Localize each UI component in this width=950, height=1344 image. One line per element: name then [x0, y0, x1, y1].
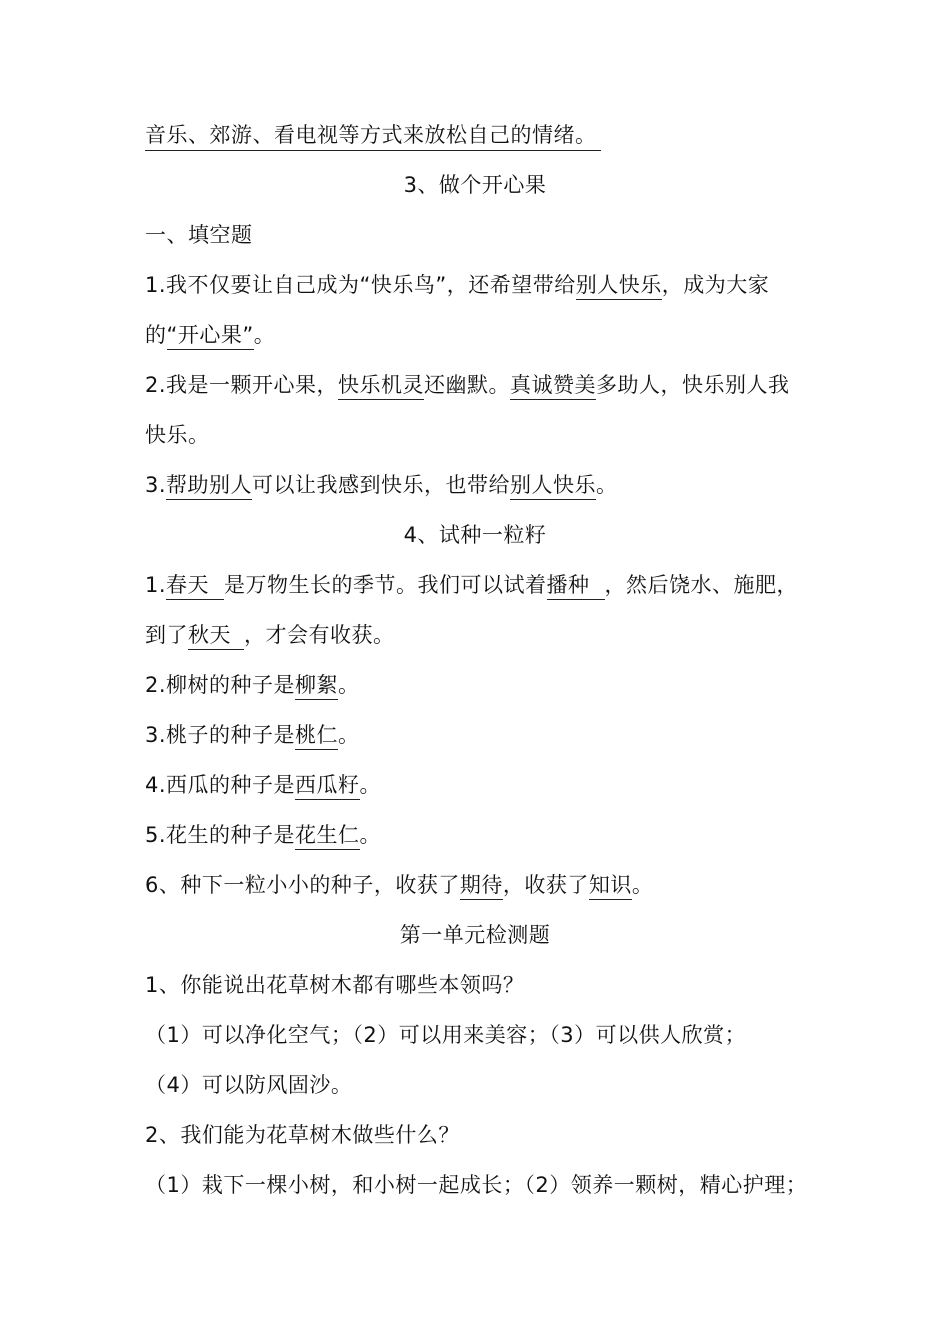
answer-blank: “开心果” [167, 322, 254, 350]
question-text: 的 [145, 323, 167, 347]
text-line [145, 120, 601, 151]
seed-question-3 [145, 720, 360, 750]
question-1-line-1 [145, 270, 769, 300]
question-text: 到了 [145, 623, 188, 647]
question-text: 。 [631, 873, 654, 897]
question-text: 。 [338, 723, 360, 747]
section-heading: 4、试种一粒籽 [403, 523, 547, 547]
answer-blank: 花生仁 [295, 822, 360, 850]
question-text: ，成为大家 [661, 273, 770, 297]
answer-blank: 桃仁 [295, 722, 338, 750]
test-answer-2-line-1: （1）栽下一棵小树，和小树一起成长；（2）领养一颗树，精心护理； [145, 1173, 808, 1197]
question-text: 2.我是一颗开心果， [145, 373, 339, 397]
section-heading: 第一单元检测题 [399, 923, 551, 947]
question-text: 4.西瓜的种子是 [145, 773, 296, 797]
seed-question-4 [145, 770, 381, 800]
subsection-heading: 一、填空题 [145, 223, 253, 247]
answer-blank: 别人快乐 [510, 472, 596, 500]
answer-blank: 柳絮 [295, 672, 338, 700]
answer-blank: 别人快乐 [576, 272, 662, 300]
question-text: ，才会有收获。 [244, 623, 395, 647]
question-text: 是万物生长的季节。我们可以试着 [224, 573, 547, 597]
question-text: 1.我不仅要让自己成为“快乐鸟”，还希望带给 [145, 273, 576, 297]
seed-question-2 [145, 670, 360, 700]
seed-question-5 [145, 820, 381, 850]
question-text: 。 [596, 473, 618, 497]
question-text: 还幽默。 [424, 373, 511, 397]
question-text: ，然后饶水、施肥， [604, 573, 799, 597]
answer-blank: 秋天 [188, 622, 244, 650]
question-text: 。 [359, 773, 382, 797]
question-text: 多助人，快乐别人我 [596, 373, 790, 397]
answer-blank: 真诚赞美 [510, 372, 596, 400]
question-text: 1. [145, 573, 167, 597]
question-text: 6、种下一粒小小的种子，收获了 [145, 873, 460, 897]
test-answer-1-line-2: （4）可以防风固沙。 [145, 1073, 353, 1097]
question-text: 。 [253, 323, 276, 347]
answer-blank: 播种 [547, 572, 605, 600]
question-2-line-1 [145, 370, 790, 400]
seed-question-6 [145, 870, 653, 900]
answer-blank: 期待 [460, 872, 503, 900]
question-text: ，收获了 [502, 873, 589, 897]
question-1-line-2 [145, 320, 275, 350]
question-3-line [145, 470, 618, 500]
answer-blank: 西瓜籽 [295, 772, 360, 800]
seed-question-1-line-2 [145, 620, 395, 650]
answer-blank: 快乐机灵 [338, 372, 424, 400]
question-text: 3.桃子的种子是 [145, 723, 296, 747]
underlined-answer: 音乐、郊游、看电视等方式来放松自己的情绪。 [145, 120, 601, 151]
test-question-1: 1、你能说出花草树木都有哪些本领吗？ [145, 973, 525, 997]
answer-blank: 帮助别人 [166, 472, 252, 500]
question-text: 2.柳树的种子是 [145, 673, 296, 697]
test-question-2: 2、我们能为花草树木做些什么？ [145, 1123, 460, 1147]
answer-blank: 春天 [166, 572, 224, 600]
question-text: 5.花生的种子是 [145, 823, 296, 847]
section-heading: 3、做个开心果 [403, 173, 547, 197]
question-text: 可以让我感到快乐，也带给 [252, 473, 511, 497]
seed-question-1-line-1 [145, 570, 798, 600]
answer-blank: 知识 [589, 872, 632, 900]
question-text: 。 [359, 823, 382, 847]
question-2-line-2: 快乐。 [145, 423, 210, 447]
question-text: 3. [145, 473, 167, 497]
question-text: 。 [338, 673, 360, 697]
test-answer-1-line-1: （1）可以净化空气；（2）可以用来美容；（3）可以供人欣赏； [145, 1023, 747, 1047]
